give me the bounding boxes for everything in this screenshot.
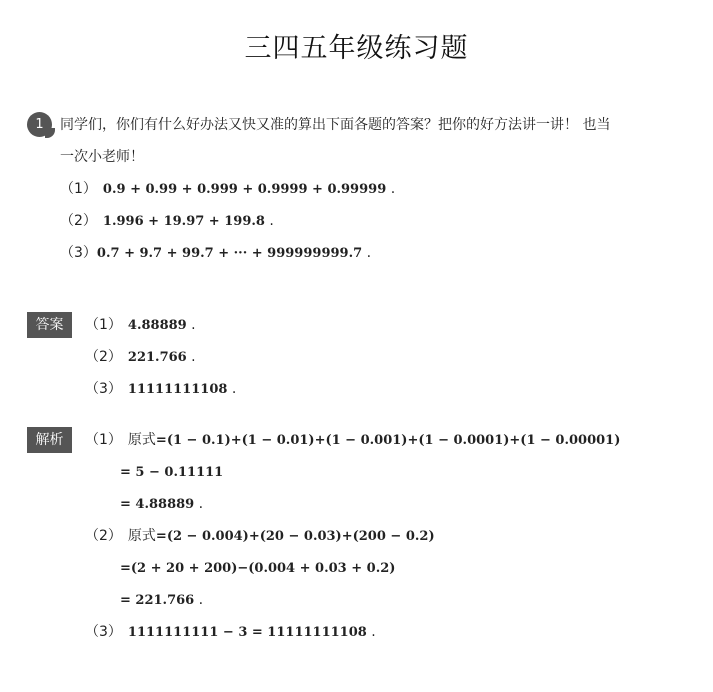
- part-label: （2）: [85, 528, 122, 544]
- analysis-part2-line1: [85, 526, 435, 547]
- item-label: （1）: [85, 317, 122, 333]
- part-expression: = 5 − 0.11111: [120, 465, 224, 480]
- page-title: 三四五年级练习题: [244, 33, 469, 64]
- question-text-line1: 同学们，你们有什么好办法又快又准的算出下面各题的答案？把你的好方法讲一讲！ 也当: [60, 117, 611, 133]
- item-label: （3）: [60, 245, 97, 261]
- part-expression: 1111111111 − 3 = 11111111108: [127, 625, 367, 640]
- question-item-2: [60, 211, 274, 232]
- analysis-part1-line3: [120, 494, 203, 515]
- part-expression: = 221.766: [120, 593, 195, 608]
- part-label: （1）: [85, 432, 122, 448]
- analysis-part1-line2: [120, 462, 223, 483]
- item-label: （1）: [60, 181, 97, 197]
- item-label: （2）: [85, 349, 122, 365]
- item-end: .: [186, 349, 196, 365]
- question-text-line2: 一次小老师！: [60, 149, 144, 165]
- part-label: （3）: [85, 624, 122, 640]
- answer-item-3: [85, 379, 236, 400]
- part-end: .: [366, 624, 376, 640]
- part-prefix: 原式: [127, 432, 156, 448]
- item-expression: 221.766: [127, 350, 187, 365]
- part-expression: =(2 + 20 + 200)−(0.004 + 0.03 + 0.2): [120, 561, 396, 576]
- item-end: .: [186, 317, 196, 333]
- item-expression: 11111111108: [127, 382, 228, 397]
- part-expression: = 4.88889: [120, 497, 195, 512]
- question-item-3: [60, 243, 371, 264]
- item-label: （2）: [60, 213, 97, 229]
- analysis-part2-line2: [120, 558, 395, 579]
- analysis-tag: 解析: [27, 427, 72, 453]
- question-item-1: [60, 179, 395, 200]
- item-end: .: [362, 245, 372, 261]
- part-end: .: [194, 592, 204, 608]
- item-end: .: [386, 181, 396, 197]
- item-end: .: [264, 213, 274, 229]
- part-expression: =(1 − 0.1)+(1 − 0.01)+(1 − 0.001)+(1 − 0.0001)+(1 − 0.00001): [155, 433, 621, 448]
- item-label: （3）: [85, 381, 122, 397]
- analysis-part1-line1: [85, 430, 620, 451]
- part-prefix: 原式: [127, 528, 156, 544]
- analysis-part2-line3: [120, 590, 203, 611]
- question-number-badge: 1: [27, 112, 52, 137]
- part-end: .: [194, 496, 204, 512]
- item-expression: 0.7 + 9.7 + 99.7 + ··· + 999999999.7: [96, 246, 363, 261]
- item-expression: 4.88889: [127, 318, 187, 333]
- item-end: .: [227, 381, 237, 397]
- answer-tag: 答案: [27, 312, 72, 338]
- item-expression: 1.996 + 19.97 + 199.8: [102, 214, 265, 229]
- analysis-part3-line1: [85, 622, 376, 643]
- part-expression: =(2 − 0.004)+(20 − 0.03)+(200 − 0.2): [155, 529, 435, 544]
- item-expression: 0.9 + 0.99 + 0.999 + 0.9999 + 0.99999: [102, 182, 387, 197]
- answer-item-1: [85, 315, 196, 336]
- answer-item-2: [85, 347, 196, 368]
